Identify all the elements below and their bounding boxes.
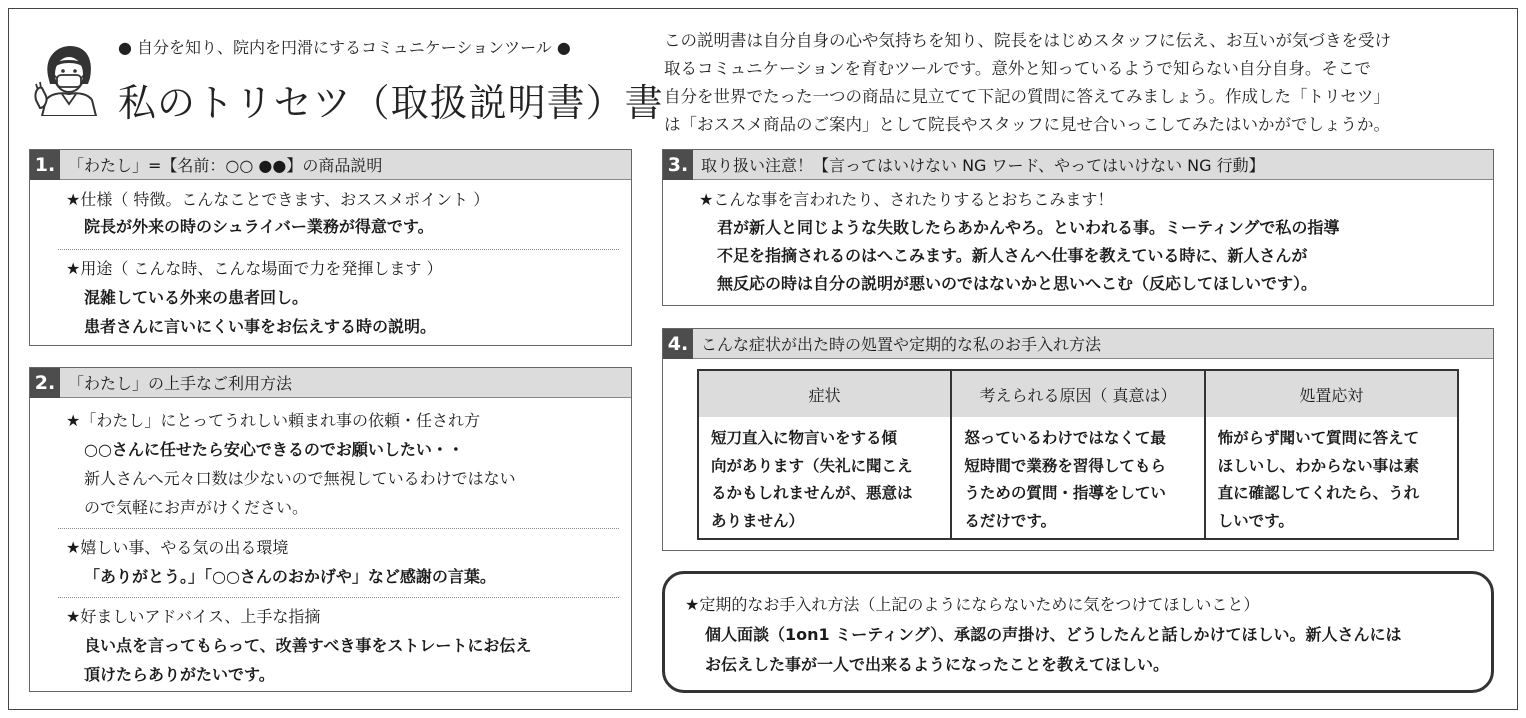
intro-text (664, 27, 1500, 139)
item-line: 新人さんへ元々口数は少ないので無視しているわけではない (84, 469, 516, 488)
item-line: 不足を指摘されるのはへこみます。新人さんへ仕事を教えている時に、新人さんが (717, 246, 1308, 265)
cell-line: 向があります（失礼に聞こえ (711, 456, 913, 475)
maintenance-content (665, 574, 1491, 680)
item-title: ★仕様（ 特徴。こんなことできます、おススメポイント ） (66, 190, 490, 209)
item-title: ★好ましいアドバイス、上手な指摘 (66, 607, 321, 626)
item-line: 良い点を言ってもらって、改善すべき事をストレートにお伝え (84, 636, 532, 655)
intro-line: 自分を世界でたった一つの商品に見立てて下記の質問に答えてみましょう。作成した「トリセツ」 (664, 87, 1390, 106)
maintenance-box (662, 571, 1494, 693)
cell-line: ほしいし、わからない事は素 (1217, 456, 1420, 475)
item-line: 院長が外来の時のシュライバー業務が得意です。 (84, 217, 434, 236)
item-title: ★用途（ こんな時、こんな場面で力を発揮します ） (66, 259, 443, 278)
item-line: 患者さんに言いにくい事をお伝えする時の説明。 (84, 317, 437, 336)
section-3-header (663, 150, 1493, 180)
item-line: 君が新人と同じような失敗したらあかんやろ。といわれる事。ミーティングで私の指導 (717, 218, 1340, 237)
item-line: 頂けたらありがたいです。 (84, 665, 275, 684)
request-item (30, 398, 631, 522)
maintenance-line: 個人面談（1on1 ミーティング）、承認の声掛け、どうしたんと話しかけてほしい。新人さんには (705, 625, 1402, 644)
intro-line: この説明書は自分自身の心や気持ちを知り、院長をはじめスタッフに伝え、お互いが気づきを受け (664, 31, 1391, 50)
section-1-header (30, 150, 631, 180)
section-2-box (29, 367, 632, 692)
section-3-title: 取り扱い注意！【言ってはいけない NG ワード、やってはいけない NG 行動】 (701, 156, 1265, 175)
section-2-number: 2. (30, 368, 60, 398)
table-row (698, 417, 1458, 539)
item-line: ので気軽にお声がけください。 (84, 498, 309, 517)
table-cell-response (1205, 417, 1458, 539)
section-4-box (662, 328, 1494, 551)
section-4-title: こんな症状が出た時の処置や定期的な私のお手入れ方法 (701, 335, 1102, 354)
column-header-symptom: 症状 (698, 370, 951, 417)
item-title: ★こんな事を言われたり、されたりするとおちこみます！ (699, 190, 1114, 209)
intro-line: 取るコミュニケーションを育むツールです。意外と知っているようで知らない自分自身。そこで (664, 59, 1371, 78)
cell-line: うための質問・指導をしてい (964, 484, 1166, 502)
page-title: 私のトリセツ（取扱説明書）書 (118, 81, 664, 125)
intro-line: は「おススメ商品のご案内」として院長やスタッフに見せ合いっこしてみたはいかがでしょうか。 (664, 115, 1390, 134)
item-line: 混雑している外来の患者回し。 (84, 288, 309, 307)
cell-line: 怖がらず聞いて質問に答えて (1217, 429, 1420, 447)
section-3-box (662, 149, 1494, 306)
ng-item (663, 180, 1493, 298)
cell-line: しいです。 (1217, 511, 1294, 530)
usage-item (30, 250, 631, 341)
item-line: 無反応の時は自分の説明が悪いのではないかと思いへこむ（反応してほしいです）。 (717, 274, 1318, 293)
cell-line: るだけです。 (964, 511, 1057, 530)
section-1-number: 1. (30, 150, 60, 180)
section-4-number: 4. (663, 329, 693, 359)
table-cell-symptom (698, 417, 951, 539)
advice-item (30, 598, 631, 689)
section-2-header (30, 368, 631, 398)
section-4-header (663, 329, 1493, 359)
cell-line: るかもしれませんが、悪意は (711, 484, 913, 502)
cell-line: ありません） (711, 511, 805, 530)
table-header-row (698, 370, 1458, 417)
section-1-box (29, 149, 632, 346)
section-2-title: 「わたし」の上手なご利用方法 (68, 374, 293, 393)
symptom-table (697, 369, 1459, 540)
column-header-cause: 考えられる原因（ 真意は） (951, 370, 1204, 417)
maintenance-title: ★定期的なお手入れ方法（上記のようにならないために気をつけてほしいこと） (685, 595, 1260, 614)
item-line: 「ありがとう。」「○○さんのおかげや」など感謝の言葉。 (84, 567, 496, 586)
nurse-with-mask-icon (30, 40, 108, 116)
cell-line: 短刀直入に物言いをする傾 (711, 429, 898, 447)
cell-line: 短時間で業務を習得してもら (964, 456, 1166, 475)
table-cell-cause (951, 417, 1204, 539)
maintenance-line: お伝えした事が一人で出来るようになったことを教えてほしい。 (705, 655, 1170, 674)
environment-item (30, 529, 631, 591)
spec-item (30, 180, 631, 241)
item-title: ★「わたし」にとってうれしい頼まれ事の依頼・任され方 (66, 411, 481, 430)
column-header-response: 処置応対 (1205, 370, 1458, 417)
item-title: ★嬉しい事、やる気の出る環境 (66, 538, 289, 557)
section-1-title: 「わたし」=【名前：○○ ●●】の商品説明 (68, 156, 383, 175)
cell-line: 怒っているわけではなくて最 (964, 429, 1166, 447)
section-3-number: 3. (663, 150, 693, 180)
item-line: ○○さんに任せたら安心できるのでお願いしたい・・ (84, 440, 464, 459)
subtitle: ● 自分を知り、院内を円滑にするコミュニケーションツール ● (118, 38, 571, 57)
cell-line: 直に確認してくれたら、うれ (1217, 484, 1420, 502)
